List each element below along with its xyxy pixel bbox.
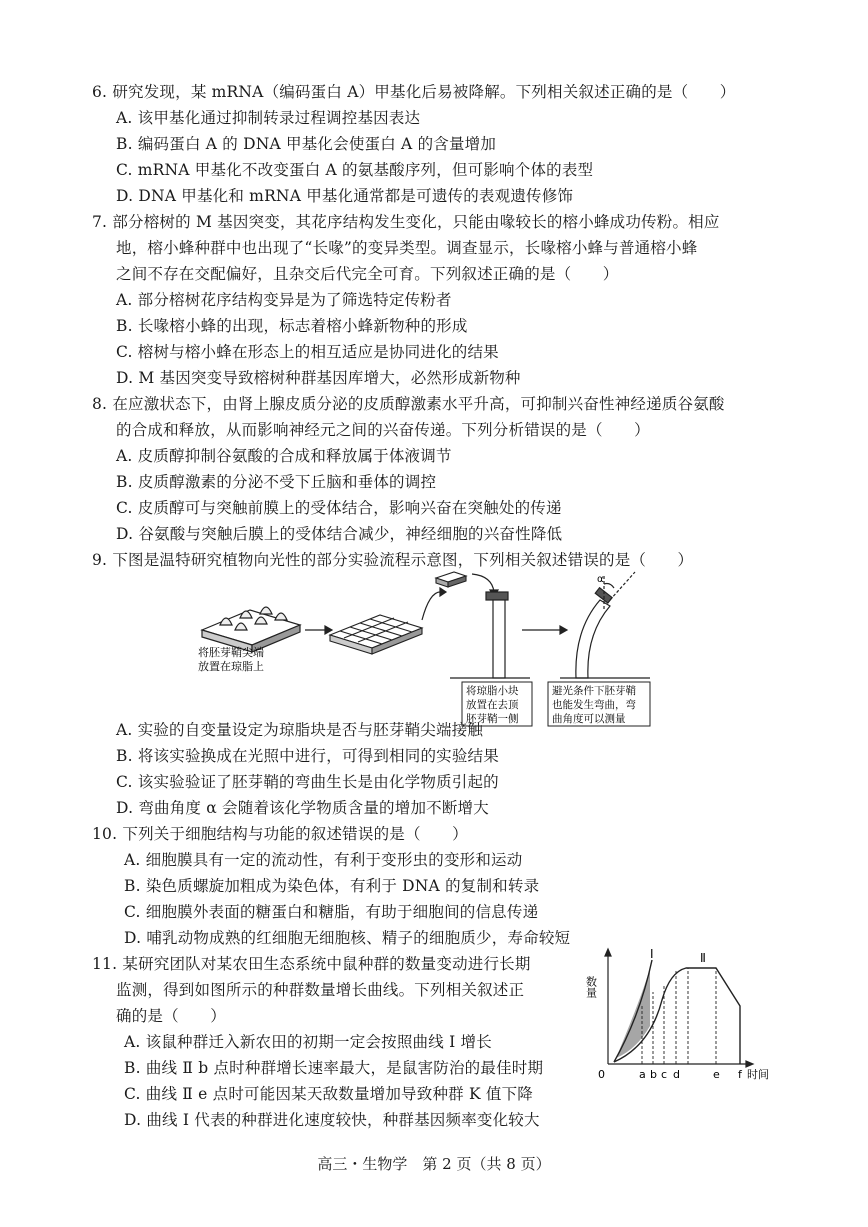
fig-label1-line1: 将胚芽鞘尖端	[198, 646, 264, 659]
graph-tick-b: b	[650, 1068, 657, 1081]
graph-ylabel: 数量	[584, 976, 598, 998]
q8-option-d: D. 谷氨酸与突触后膜上的受体结合减少，神经细胞的兴奋性降低	[116, 525, 563, 543]
q11-option-c: C. 曲线 Ⅱ e 点时可能因某天敌数量增加导致种群 K 值下降	[124, 1085, 533, 1103]
q8-option-a: A. 皮质醇抑制谷氨酸的合成和释放属于体液调节	[116, 447, 452, 465]
q7-option-d: D. M 基因突变导致榕树种群基因库增大，必然形成新物种	[116, 369, 521, 387]
q7-stem-line3: 之间不存在交配偏好，且杂交后代完全可育。下列叙述正确的是（ ）	[116, 265, 619, 283]
q6-option-d: D. DNA 甲基化和 mRNA 甲基化通常都是可遗传的表观遗传修饰	[116, 187, 574, 205]
graph-tick-a: a	[639, 1068, 646, 1081]
fig-label2-line1: 将琼脂小块	[466, 685, 519, 697]
graph-tick-f: f	[738, 1068, 742, 1081]
arrow-step4	[522, 626, 567, 634]
arrow-step2	[422, 588, 446, 620]
q8-stem-line1: 8. 在应激状态下，由肾上腺皮质分泌的皮质醇激素水平升高，可抑制兴奋性神经递质谷氨酸	[92, 395, 725, 413]
graph-tick-d: d	[673, 1068, 680, 1081]
q8-option-b: B. 皮质醇激素的分泌不受下丘脑和垂体的调控	[116, 473, 437, 491]
q8-option-c: C. 皮质醇可与突触前膜上的受体结合，影响兴奋在突触处的传递	[116, 499, 562, 517]
fig-label2-line2: 放置在去顶	[466, 699, 519, 711]
gap-shading	[616, 968, 650, 1058]
fig-label3-line1: 避光条件下胚芽鞘	[552, 685, 636, 697]
fig-alpha-label: α	[597, 574, 604, 585]
q11-option-a: A. 该鼠种群迁入新农田的初期一定会按照曲线 Ⅰ 增长	[124, 1033, 492, 1051]
q9-option-d: D. 弯曲角度 α 会随着该化学物质含量的增加不断增大	[116, 799, 489, 817]
graph-curve1-label: Ⅰ	[650, 947, 654, 961]
q6-option-a: A. 该甲基化通过抑制转录过程调控基因表达	[116, 109, 421, 127]
q10-option-c: C. 细胞膜外表面的糖蛋白和糖脂，有助于细胞间的信息传递	[124, 903, 539, 921]
q7-option-b: B. 长喙榕小蜂的出现，标志着榕小蜂新物种的形成	[116, 317, 468, 335]
q11-option-d: D. 曲线 Ⅰ 代表的种群进化速度较快，种群基因频率变化较大	[124, 1111, 540, 1129]
decapitated-coleoptile-illustration	[450, 592, 530, 678]
x-axis-arrow	[746, 1061, 753, 1067]
q9-stem: 9. 下图是温特研究植物向光性的部分实验流程示意图，下列相关叙述错误的是（ ）	[92, 551, 694, 569]
y-axis-arrow	[605, 949, 611, 956]
q11-stem-line2: 监测，得到如图所示的种群数量增长曲线。下列相关叙述正	[116, 981, 525, 999]
q8-stem-line2: 的合成和释放，从而影响神经元之间的兴奋传递。下列分析错误的是（ ）	[116, 421, 650, 439]
q6-option-c: C. mRNA 甲基化不改变蛋白 A 的氨基酸序列，但可影响个体的表型	[116, 161, 594, 179]
fig-label2-line3: 胚芽鞘一侧	[466, 713, 519, 725]
graph-xlabel: 时间	[747, 1068, 769, 1081]
q10-option-b: B. 染色质螺旋加粗成为染色体，有利于 DNA 的复制和转录	[124, 877, 540, 895]
q9-experiment-figure	[190, 570, 710, 725]
q10-option-a: A. 细胞膜具有一定的流动性，有利于变形虫的变形和运动	[124, 851, 523, 869]
q9-option-c: C. 该实验验证了胚芽鞘的弯曲生长是由化学物质引起的	[116, 773, 499, 791]
arrow-step1	[305, 626, 332, 634]
bent-coleoptile-illustration	[560, 572, 650, 678]
q7-stem-line1: 7. 部分榕树的 M 基因突变，其花序结构发生变化，只能由喙较长的榕小蜂成功传粉。相应	[92, 213, 720, 231]
cut-agar-grid-illustration	[330, 615, 422, 654]
q6-option-b: B. 编码蛋白 A 的 DNA 甲基化会使蛋白 A 的含量增加	[116, 135, 497, 153]
q7-option-c: C. 榕树与榕小蜂在形态上的相互适应是协同进化的结果	[116, 343, 499, 361]
q11-population-graph	[584, 946, 786, 1092]
fig-label1-line2: 放置在琼脂上	[198, 660, 264, 673]
q10-stem: 10. 下列关于细胞结构与功能的叙述错误的是（ ）	[92, 825, 468, 843]
q7-stem-line2: 地，榕小蜂种群中也出现了“长喙”的变异类型。调查显示，长喙榕小蜂与普通榕小蜂	[116, 239, 698, 257]
q11-stem-line3: 确的是（ ）	[116, 1007, 226, 1025]
agar-cube-icon	[436, 572, 466, 587]
fig-label3-line3: 曲角度可以测量	[552, 713, 626, 725]
tick-guides	[642, 968, 716, 1064]
q9-option-a: A. 实验的自变量设定为琼脂块是否与胚芽鞘尖端接触	[116, 721, 484, 739]
q10-option-d: D. 哺乳动物成熟的红细胞无细胞核、精子的细胞质少，寿命较短	[124, 929, 571, 947]
page-footer: 高三・生物学 第 2 页（共 8 页）	[317, 1155, 551, 1173]
graph-curve2-label: Ⅱ	[700, 951, 706, 965]
graph-tick-c: c	[661, 1068, 668, 1081]
q9-option-b: B. 将该实验换成在光照中进行，可得到相同的实验结果	[116, 747, 499, 765]
q11-stem-line1: 11. 某研究团队对某农田生态系统中鼠种群的数量变动进行长期	[92, 955, 531, 973]
q11-option-b: B. 曲线 Ⅱ b 点时种群增长速率最大，是鼠害防治的最佳时期	[124, 1059, 544, 1077]
q6-stem: 6. 研究发现，某 mRNA（编码蛋白 A）甲基化后易被降解。下列相关叙述正确的是（ ）	[92, 83, 736, 101]
fig-label3-line2: 也能发生弯曲，弯	[552, 699, 636, 711]
curve-ii	[614, 968, 740, 1064]
graph-tick-e: e	[713, 1068, 720, 1081]
graph-origin: 0	[598, 1068, 605, 1081]
q7-option-a: A. 部分榕树花序结构变异是为了筛选特定传粉者	[116, 291, 452, 309]
